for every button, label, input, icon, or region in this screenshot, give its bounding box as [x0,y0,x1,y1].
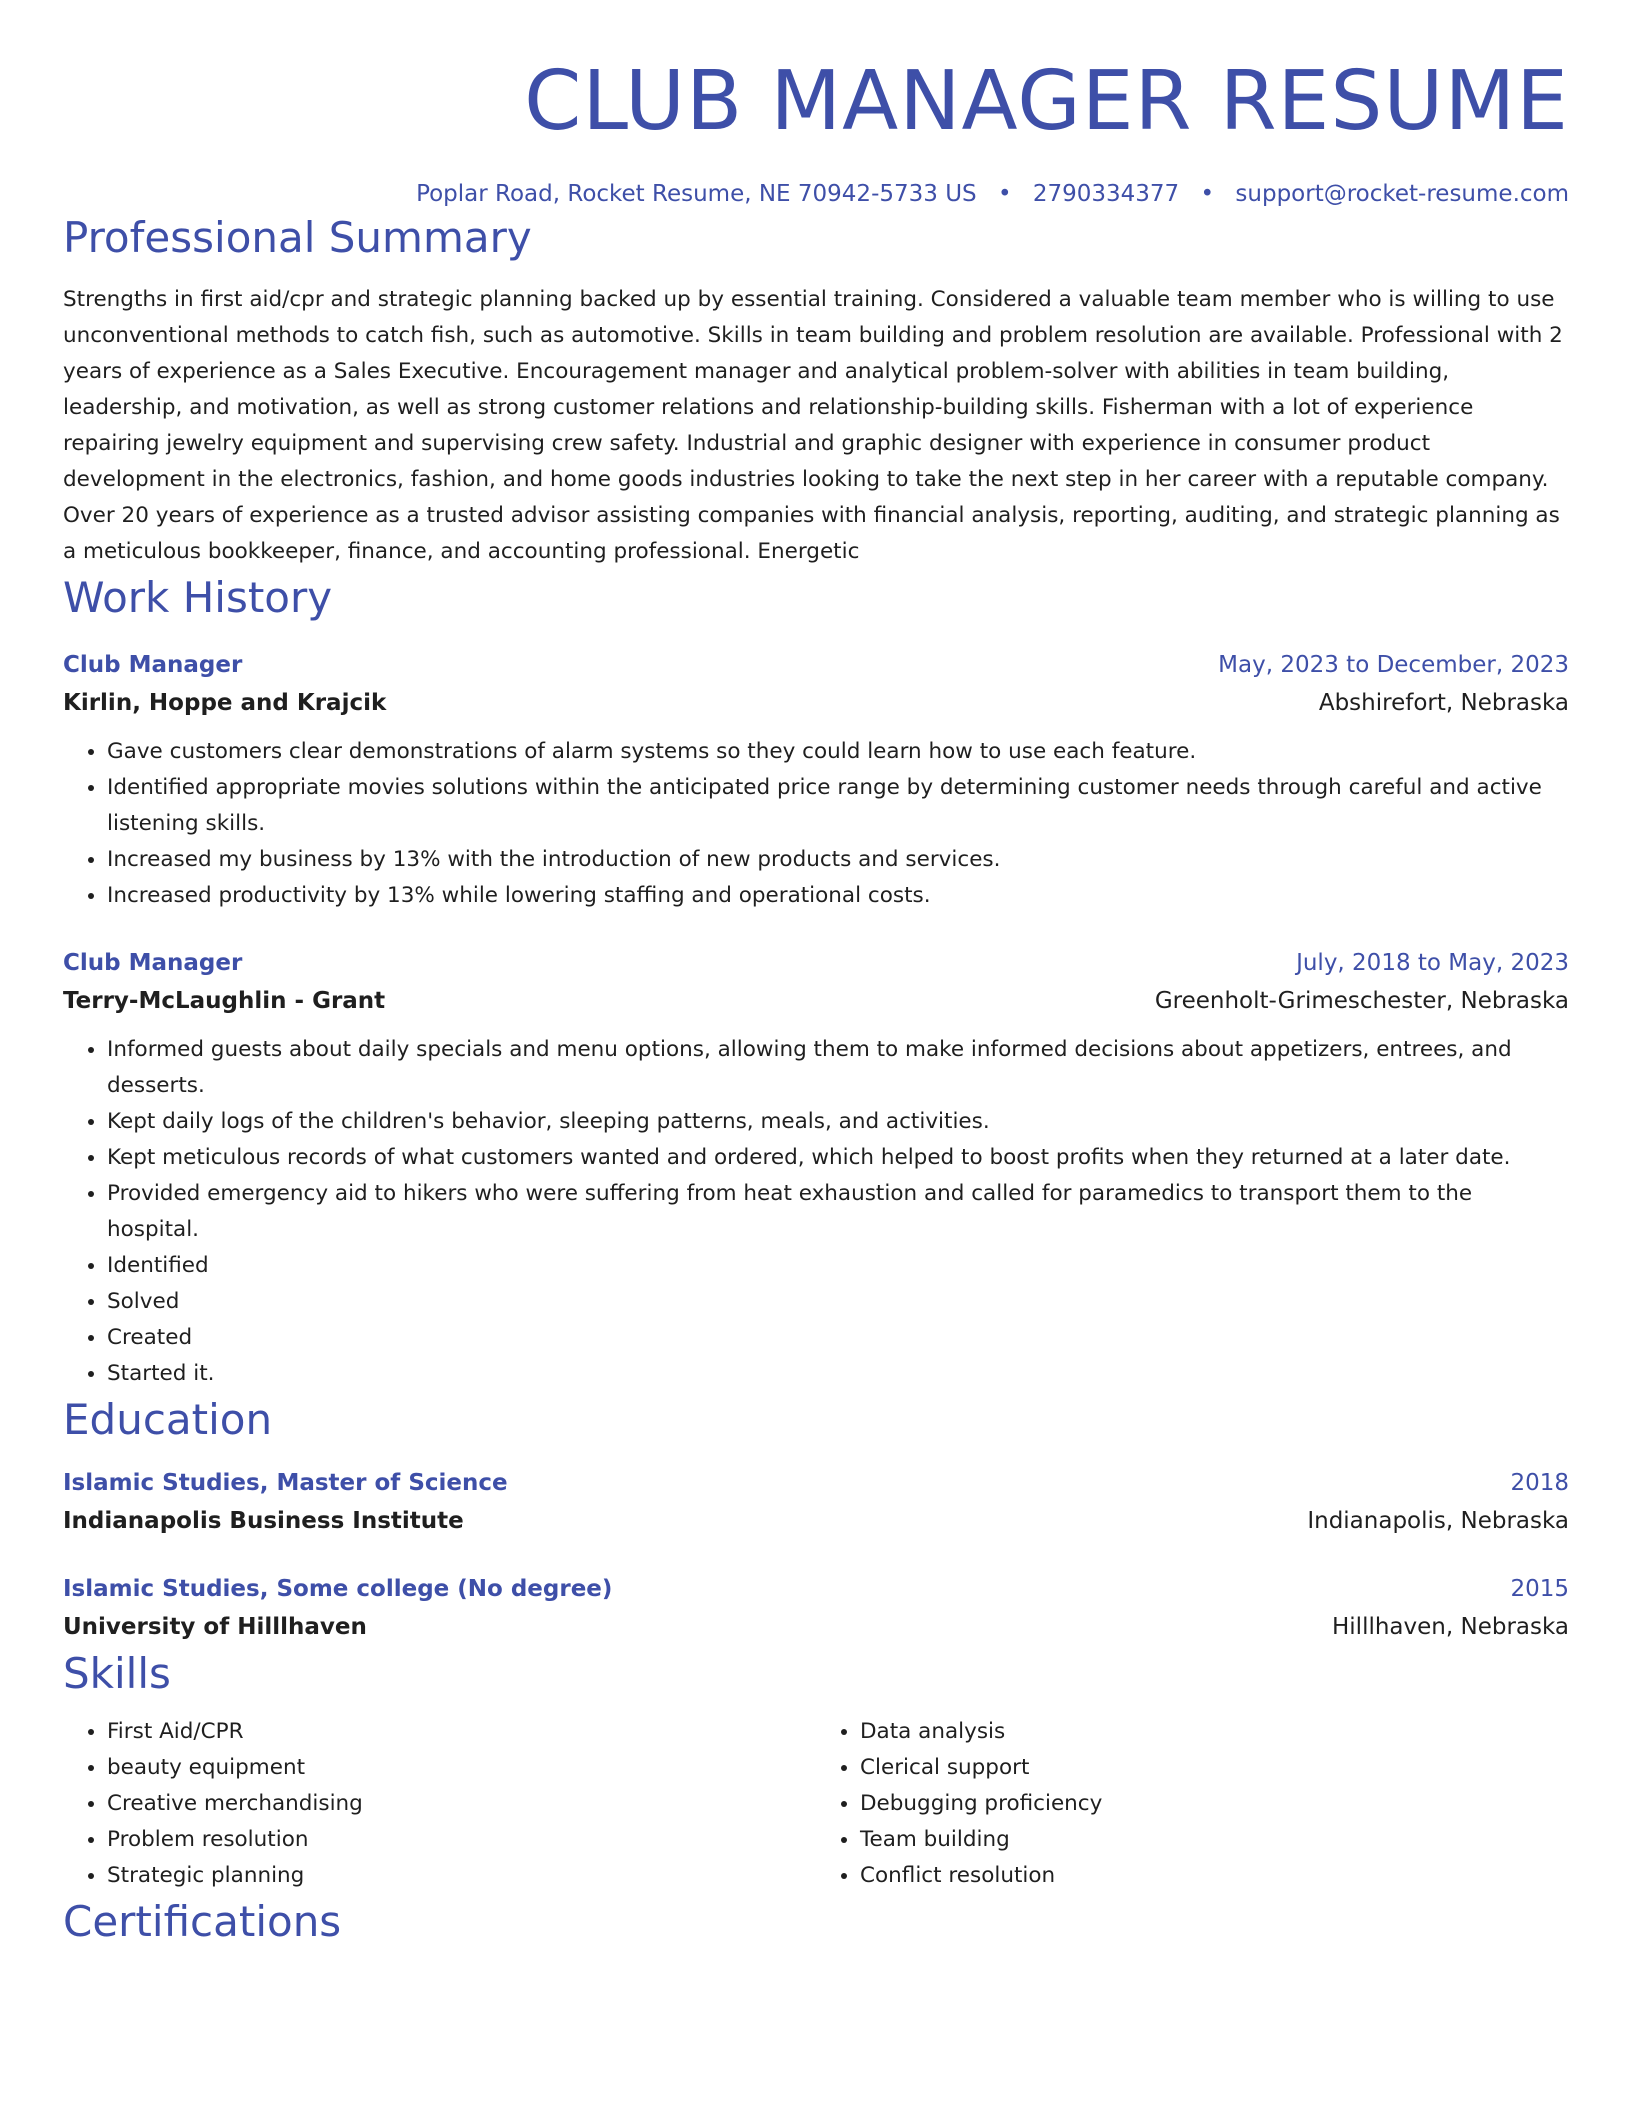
job-dates: July, 2018 to May, 2023 [1296,950,1569,976]
certifications-heading: Certifications [63,1897,342,1946]
skill-item: • Data analysis [860,1714,1569,1750]
job-company: Kirlin, Hoppe and Krajcik [63,690,387,716]
education-location: Hilllhaven, Nebraska [1332,1614,1569,1640]
skill-item: • Conflict resolution [860,1858,1569,1894]
education-school: Indianapolis Business Institute [63,1508,464,1534]
skill-item: • Team building [860,1822,1569,1858]
skill-item: • Problem resolution [107,1822,816,1858]
job-bullet: • Solved [107,1284,1569,1320]
contact-line [63,178,1569,210]
job-entry [63,646,1569,914]
contact-email: support@rocket-resume.com [1235,181,1569,207]
job-bullet: • Identified appropriate movies solutions within the anticipated price range by determining customer needs through careful and active listening skills. [107,770,1569,842]
skills-heading: Skills [63,1649,171,1698]
job-company: Terry-McLaughlin - Grant [63,988,386,1014]
education-heading: Education [63,1395,273,1444]
contact-address: Poplar Road, Rocket Resume, NE 70942-5733 US [416,181,977,207]
education-entry [63,1570,1569,1646]
skill-item: • Debugging proficiency [860,1786,1569,1822]
resume-title: CLUB MANAGER RESUME [524,54,1569,149]
contact-phone: 2790334377 [1032,181,1180,207]
skills-list-right [816,1714,1569,1894]
resume-header [63,52,1569,210]
skill-item: • Clerical support [860,1750,1569,1786]
job-bullet: • Provided emergency aid to hikers who were suffering from heat exhaustion and called for paramedics to transport them to the hospital. [107,1176,1569,1248]
education-section [63,1392,1569,1646]
job-bullet: • Started it. [107,1356,1569,1392]
job-location: Greenholt-Grimeschester, Nebraska [1154,988,1569,1014]
work-history-heading: Work History [63,573,333,622]
skill-item: • Strategic planning [107,1858,816,1894]
contact-separator: • [1200,181,1215,207]
job-bullet: • Created [107,1320,1569,1356]
skills-section [63,1646,1569,1894]
job-entry [63,944,1569,1392]
skill-item: • beauty equipment [107,1750,816,1786]
skill-item: • Creative merchandising [107,1786,816,1822]
job-dates: May, 2023 to December, 2023 [1218,652,1569,678]
education-degree: Islamic Studies, Master of Science [63,1470,508,1496]
job-location: Abshirefort, Nebraska [1318,690,1569,716]
education-year: 2018 [1510,1470,1569,1496]
job-bullet: • Identified [107,1248,1569,1284]
job-bullet: • Increased my business by 13% with the introduction of new products and services. [107,842,1569,878]
education-location: Indianapolis, Nebraska [1307,1508,1569,1534]
summary-section [63,210,1569,570]
skills-columns [63,1714,1569,1894]
job-role: Club Manager [63,950,243,976]
job-bullet: • Kept daily logs of the children's behavior, sleeping patterns, meals, and activities. [107,1104,1569,1140]
job-bullet: • Gave customers clear demonstrations of alarm systems so they could learn how to use each feature. [107,734,1569,770]
education-year: 2015 [1510,1576,1569,1602]
job-bullet: • Informed guests about daily specials and menu options, allowing them to make informed decisions about appetizers, entrees, and desserts. [107,1032,1569,1104]
job-bullet: • Kept meticulous records of what customers wanted and ordered, which helped to boost profits when they returned at a later date. [107,1140,1569,1176]
job-role: Club Manager [63,652,243,678]
skills-list-left [63,1714,816,1894]
certifications-section [63,1894,1569,1950]
summary-heading: Professional Summary [63,213,532,262]
job-bullet: • Increased productivity by 13% while lowering staffing and operational costs. [107,878,1569,914]
education-entry [63,1464,1569,1540]
summary-text: Strengths in first aid/cpr and strategic planning backed up by essential training. Considered a valuable team member who is willing to use unconventional methods to catch fish, such as automotive. Skills in team building and problem resolution are available. Professional with 2 years of experience as a Sales Executive. Encouragement manager and analytical problem-solver with abilities in team building, leadership, and motivation, as well as strong customer relations and relationship-building skills. Fisherman with a lot of experience repairing jewelry equipment and supervising crew safety. Industrial and graphic designer with experience in consumer product development in the electronics, fashion, and home goods industries looking to take the next step in her career with a reputable company. Over 20 years of experience as a trusted advisor assisting companies with financial analysis, reporting, auditing, and strategic planning as a meticulous bookkeeper, finance, and accounting professional. Energetic [63,287,1563,564]
contact-separator: • [997,181,1012,207]
job-bullets [63,1032,1569,1392]
skill-item: • First Aid/CPR [107,1714,816,1750]
education-degree: Islamic Studies, Some college (No degree) [63,1576,613,1602]
education-school: University of Hilllhaven [63,1614,367,1640]
job-bullets [63,734,1569,914]
work-history-section [63,570,1569,1392]
